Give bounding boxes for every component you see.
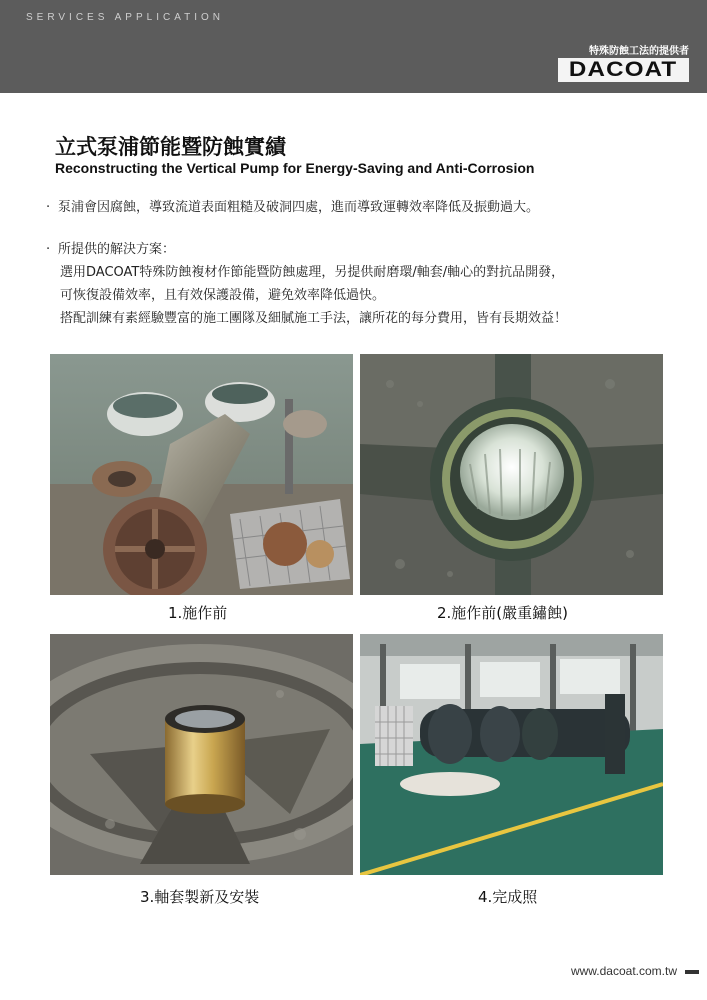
logo-text: DACOAT <box>569 58 678 81</box>
caption-photo-4: 4.完成照 <box>478 888 538 906</box>
dacoat-logo <box>558 58 689 82</box>
bullet-dot: · <box>46 200 51 215</box>
bullet-problem-text: 泵浦會因腐蝕，導致流道表面粗糙及破洞四處，進而導致運轉效率降低及振動過大。 <box>58 200 540 215</box>
solution-line: 搭配訓練有素經驗豐富的施工團隊及細膩施工手法，讓所花的每分費用，皆有長期效益！ <box>60 311 568 326</box>
page-header <box>0 0 707 93</box>
bullet-problem <box>46 196 539 219</box>
section-label: SERVICES APPLICATION <box>26 12 225 23</box>
photo-before-corrosion <box>360 354 663 595</box>
bullet-dot: · <box>46 242 51 257</box>
photo-bushing-installation <box>50 634 353 875</box>
bullet-solution <box>46 238 175 261</box>
caption-photo-3: 3.軸套製新及安裝 <box>140 888 260 906</box>
caption-photo-1: 1.施作前 <box>168 604 228 622</box>
solution-line: 選用DACOAT特殊防蝕複材作節能暨防蝕處理，另提供耐磨環/軸套/軸心的對抗品開發， <box>60 265 565 280</box>
page-title-zh: 立式泵浦節能暨防蝕實績 <box>55 135 286 159</box>
brand-tagline: 特殊防蝕工法的提供者 <box>589 46 689 57</box>
page-title-en: Reconstructing the Vertical Pump for Energy-Saving and Anti-Corrosion <box>55 160 535 176</box>
footer-bar <box>685 970 699 974</box>
website-link[interactable]: www.dacoat.com.tw <box>570 964 677 978</box>
photo-before <box>50 354 353 595</box>
bullet-solution-heading: 所提供的解決方案： <box>58 242 176 257</box>
caption-photo-2: 2.施作前(嚴重鏽蝕) <box>437 604 569 622</box>
solution-line: 可恢復設備效率，且有效保護設備，避免效率降低過快。 <box>60 288 386 303</box>
photo-completed <box>360 634 663 875</box>
